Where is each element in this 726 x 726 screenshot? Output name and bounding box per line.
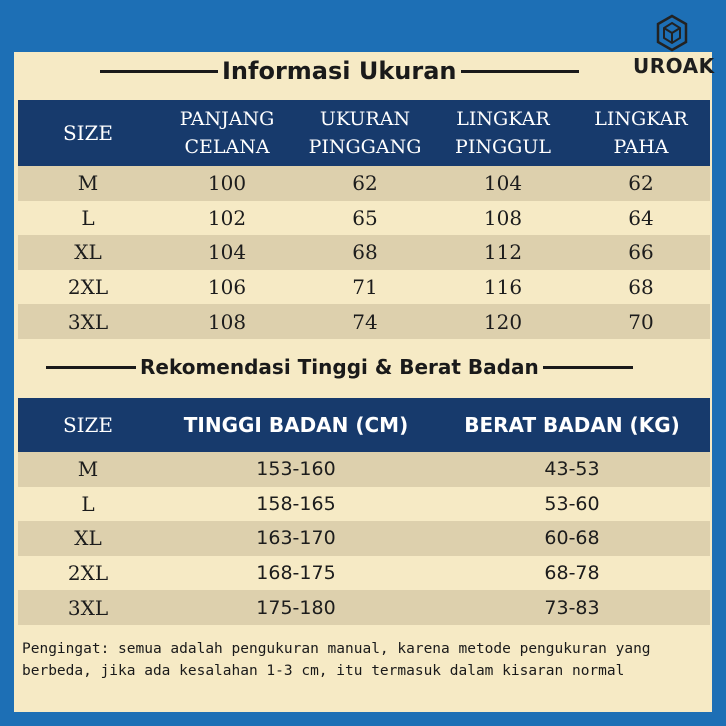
cell: 106 — [158, 270, 296, 305]
cell: 153-160 — [158, 452, 434, 487]
cell: 43-53 — [434, 452, 710, 487]
cell-size: XL — [18, 521, 158, 556]
cell: 70 — [572, 304, 710, 339]
title-rule-left — [46, 366, 136, 369]
cell: 108 — [158, 304, 296, 339]
col-lingkar-pinggul: LINGKAR PINGGUL — [434, 100, 572, 166]
recommendation-title-text: Rekomendasi Tinggi & Berat Badan — [140, 355, 539, 379]
table-row — [18, 487, 710, 522]
cell: 100 — [158, 166, 296, 201]
table-row — [18, 452, 710, 487]
cell: 62 — [296, 166, 434, 201]
table-row — [18, 270, 710, 305]
table-row — [18, 521, 710, 556]
col-tinggi-badan: TINGGI BADAN (CM) — [158, 398, 434, 452]
cell: 62 — [572, 166, 710, 201]
hexagon-cube-logo-icon — [655, 14, 689, 52]
cell-size: 3XL — [18, 590, 158, 625]
brand-name: UROAK — [633, 54, 715, 78]
size-table-header-row — [18, 100, 710, 166]
cell: 65 — [296, 201, 434, 236]
title-rule-left — [100, 70, 218, 73]
cell: 68 — [572, 270, 710, 305]
table-row — [18, 235, 710, 270]
cell: 104 — [158, 235, 296, 270]
cell: 108 — [434, 201, 572, 236]
recommendation-header-row — [18, 398, 710, 452]
cell-size: L — [18, 201, 158, 236]
table-row — [18, 556, 710, 591]
col-lingkar-paha: LINGKAR PAHA — [572, 100, 710, 166]
cell-size: 2XL — [18, 270, 158, 305]
cell: 102 — [158, 201, 296, 236]
col-size: SIZE — [18, 398, 158, 452]
size-info-title-text: Informasi Ukuran — [222, 57, 457, 85]
cell: 71 — [296, 270, 434, 305]
cell: 64 — [572, 201, 710, 236]
measurement-note: Pengingat: semua adalah pengukuran manual, karena metode pengukuran yang berbeda, jika ada kesalahan 1-3 cm, itu termasuk dalam kisaran normal — [22, 641, 651, 679]
cell-size: M — [18, 452, 158, 487]
cell-size: L — [18, 487, 158, 522]
col-ukuran-pinggang: UKURAN PINGGANG — [296, 100, 434, 166]
cell: 163-170 — [158, 521, 434, 556]
cell: 158-165 — [158, 487, 434, 522]
title-rule-right — [543, 366, 633, 369]
col-panjang-celana: PANJANG CELANA — [158, 100, 296, 166]
cell: 53-60 — [434, 487, 710, 522]
table-row — [18, 201, 710, 236]
cell: 74 — [296, 304, 434, 339]
table-row — [18, 304, 710, 339]
cell-size: XL — [18, 235, 158, 270]
size-info-title — [100, 54, 632, 88]
cell: 116 — [434, 270, 572, 305]
recommendation-table — [18, 398, 710, 625]
cell-size: 2XL — [18, 556, 158, 591]
cell-size: 3XL — [18, 304, 158, 339]
recommendation-title — [46, 352, 686, 382]
cell: 66 — [572, 235, 710, 270]
cell-size: M — [18, 166, 158, 201]
cell: 168-175 — [158, 556, 434, 591]
cell: 112 — [434, 235, 572, 270]
col-size: SIZE — [18, 100, 158, 166]
cell: 60-68 — [434, 521, 710, 556]
cell: 120 — [434, 304, 572, 339]
cell: 73-83 — [434, 590, 710, 625]
table-row — [18, 590, 710, 625]
cell: 68-78 — [434, 556, 710, 591]
size-table — [18, 100, 710, 339]
title-rule-right — [461, 70, 579, 73]
table-row — [18, 166, 710, 201]
col-berat-badan: BERAT BADAN (KG) — [434, 398, 710, 452]
cell: 68 — [296, 235, 434, 270]
cell: 104 — [434, 166, 572, 201]
cell: 175-180 — [158, 590, 434, 625]
